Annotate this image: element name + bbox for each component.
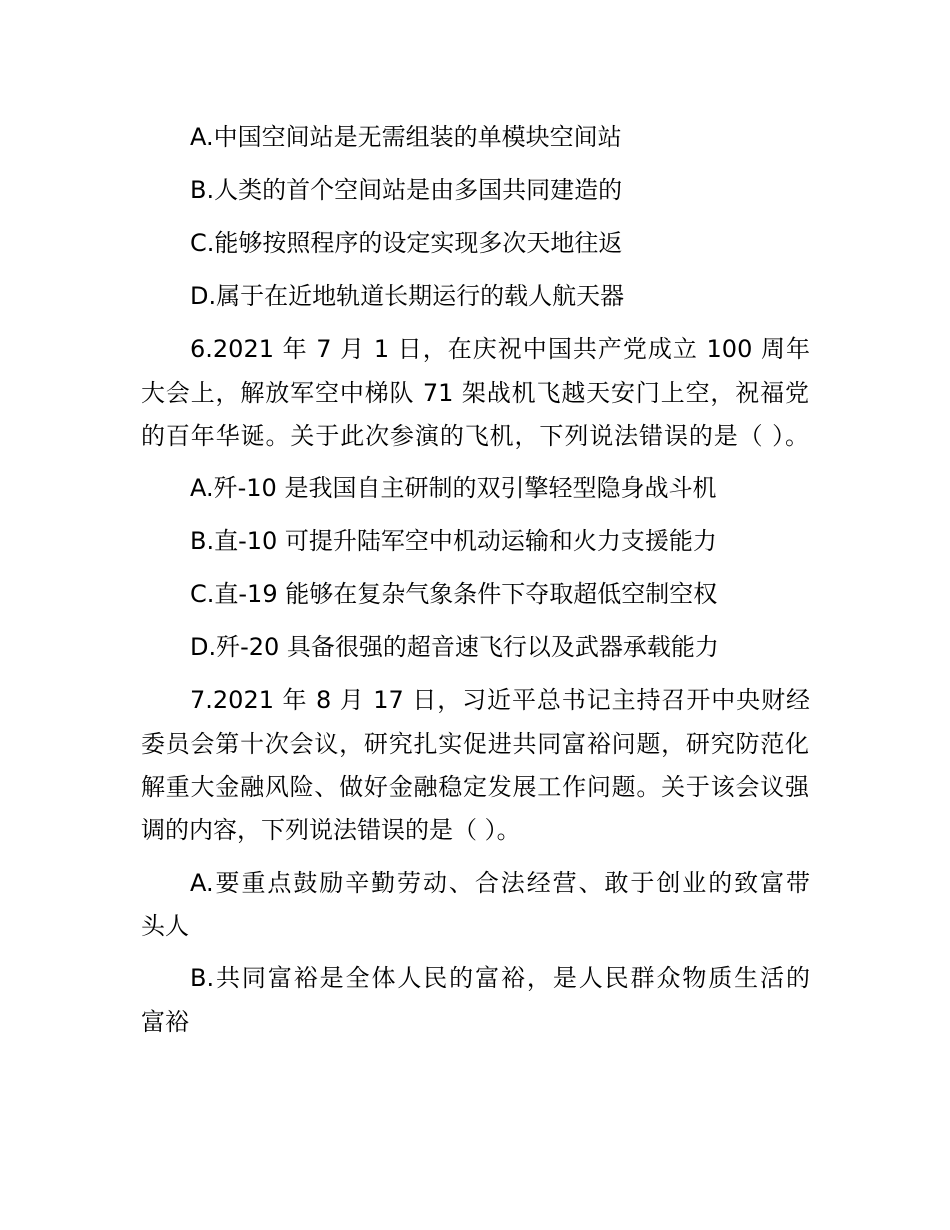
- q7-option-a-line-2: 头人: [141, 912, 189, 940]
- q7-stem-line-1: 7.2021 年 8 月 17 日，习近平总书记主持召开中央财经: [190, 686, 810, 714]
- q6-stem-line-2: 大会上，解放军空中梯队 71 架战机飞越天安门上空，祝福党: [141, 379, 809, 407]
- q7-option-a-line-1: A.要重点鼓励辛勤劳动、合法经营、敢于创业的致富带: [190, 869, 810, 897]
- q6-option-c: C.直-19 能够在复杂气象条件下夺取超低空制空权: [190, 580, 718, 608]
- q6-stem-line-3: 的百年华诞。关于此次参演的飞机，下列说法错误的是（ ）。: [141, 422, 809, 450]
- q7-option-b-line-1: B.共同富裕是全体人民的富裕，是人民群众物质生活的: [190, 964, 810, 992]
- q6-stem-line-1: 6.2021 年 7 月 1 日，在庆祝中国共产党成立 100 周年: [190, 335, 810, 363]
- q6-option-b: B.直-10 可提升陆军空中机动运输和火力支援能力: [190, 527, 717, 555]
- q5-option-a: A.中国空间站是无需组装的单模块空间站: [190, 123, 622, 151]
- q7-option-b-line-2: 富裕: [141, 1008, 189, 1036]
- q6-option-a: A.歼-10 是我国自主研制的双引擎轻型隐身战斗机: [190, 474, 717, 502]
- q7-stem-line-3: 解重大金融风险、做好金融稳定发展工作问题。关于该会议强: [141, 773, 809, 801]
- q5-option-b: B.人类的首个空间站是由多国共同建造的: [190, 176, 623, 204]
- q7-stem-line-4: 调的内容，下列说法错误的是（ ）。: [141, 816, 521, 844]
- q5-option-d: D.属于在近地轨道长期运行的载人航天器: [190, 282, 625, 310]
- q7-stem-line-2: 委员会第十次会议，研究扎实促进共同富裕问题，研究防范化: [141, 730, 809, 758]
- q6-option-d: D.歼-20 具备很强的超音速飞行以及武器承载能力: [190, 633, 719, 661]
- q5-option-c: C.能够按照程序的设定实现多次天地往返: [190, 229, 623, 257]
